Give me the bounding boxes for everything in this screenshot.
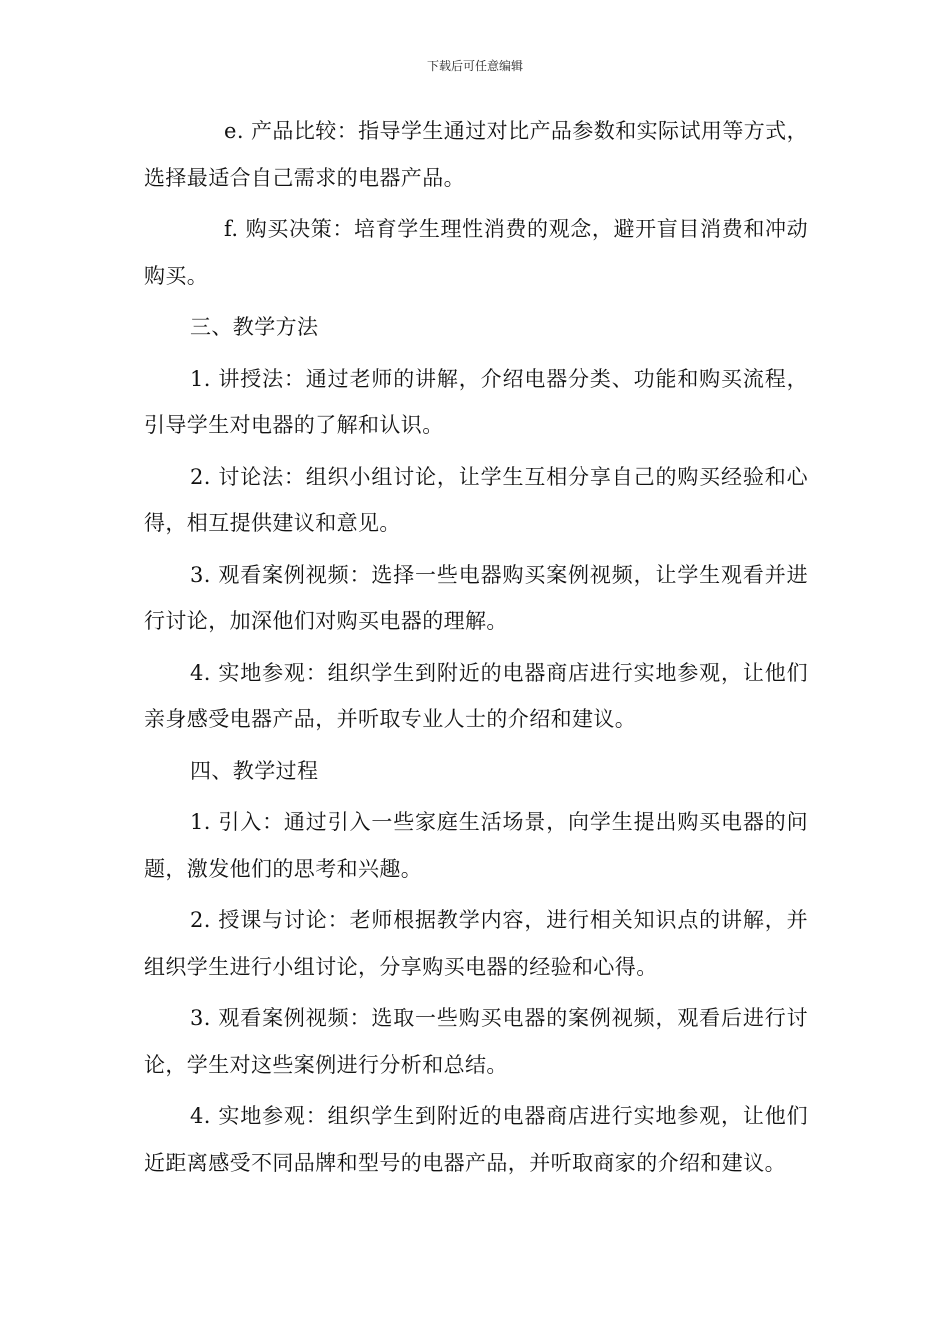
section-heading-teaching-methods: 三、教学方法 xyxy=(190,315,319,339)
product-comparison-paragraph: e. 产品比较：指导学生通过对比产品参数和实际试用等方式，选择最适合自己需求的电器产品。 xyxy=(144,119,808,190)
method-discussion-paragraph: 2. 讨论法：组织小组讨论，让学生互相分享自己的购买经验和心得，相互提供建议和意见。 xyxy=(144,464,808,535)
process-introduction-paragraph: 1. 引入：通过引入一些家庭生活场景，向学生提出购买电器的问题，激发他们的思考和兴趣。 xyxy=(144,810,808,881)
process-lecture-discussion-paragraph: 2. 授课与讨论：老师根据教学内容，进行相关知识点的讲解，并组织学生进行小组讨论，分享购买电器的经验和心得。 xyxy=(144,908,808,979)
section-heading-teaching-process: 四、教学过程 xyxy=(190,758,319,783)
process-case-video-paragraph: 3. 观看案例视频：选取一些购买电器的案例视频，观看后进行讨论，学生对这些案例进行分析和总结。 xyxy=(144,1006,808,1077)
page-header-note: 下载后可任意编辑 xyxy=(426,59,523,73)
process-field-visit-paragraph: 4. 实地参观：组织学生到附近的电器商店进行实地参观，让他们近距离感受不同品牌和型号的电器产品，并听取商家的介绍和建议。 xyxy=(144,1104,808,1175)
method-field-visit-paragraph: 4. 实地参观：组织学生到附近的电器商店进行实地参观，让他们亲身感受电器产品，并听取专业人士的介绍和建议。 xyxy=(144,660,808,731)
document-body xyxy=(144,108,808,1191)
method-case-video-paragraph: 3. 观看案例视频：选择一些电器购买案例视频，让学生观看并进行讨论，加深他们对购买电器的理解。 xyxy=(144,562,808,633)
method-lecture-paragraph: 1. 讲授法：通过老师的讲解，介绍电器分类、功能和购买流程，引导学生对电器的了解和认识。 xyxy=(144,366,808,437)
purchase-decision-paragraph: f. 购买决策：培育学生理性消费的观念，避开盲目消费和冲动购买。 xyxy=(144,217,808,288)
